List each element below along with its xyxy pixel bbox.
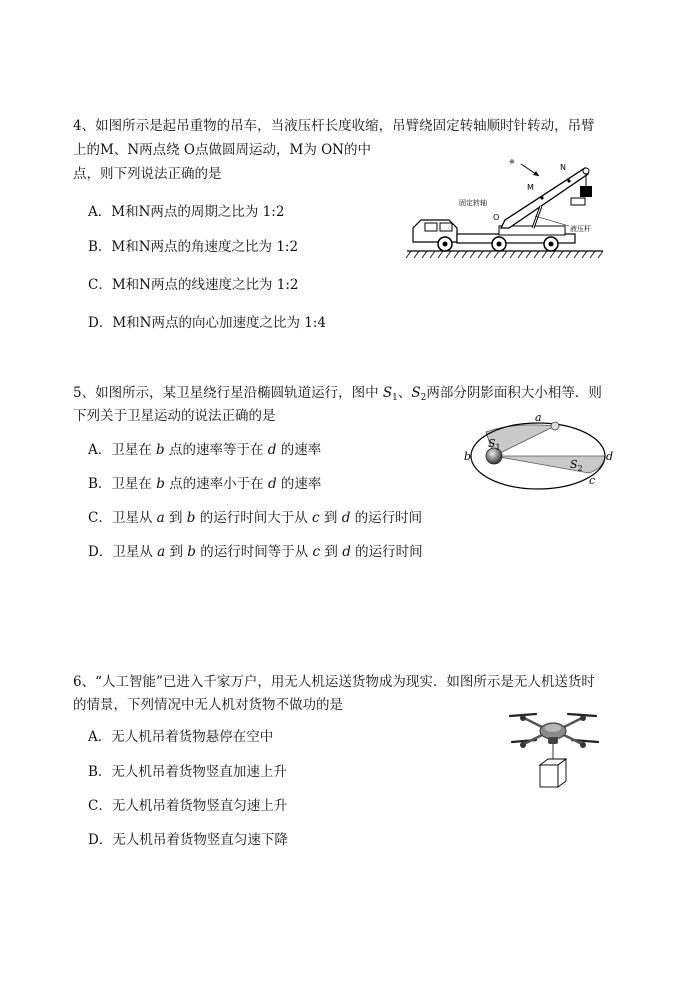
q5-option-a[interactable]: A．卫星在 b 点的速率等于在 d 的速率 bbox=[88, 442, 322, 458]
label-c: c bbox=[589, 474, 596, 487]
q4-stem-line2: 上的M、N两点绕 O点做圆周运动，M为 ON的中 bbox=[73, 142, 371, 158]
q4-option-d[interactable]: D．M和N两点的向心加速度之比为 1:4 bbox=[88, 315, 326, 331]
drone-figure bbox=[506, 704, 602, 792]
label-s1: $S_1$ bbox=[488, 437, 501, 452]
q4-option-c[interactable]: C．M和N两点的线速度之比为 1:2 bbox=[88, 277, 299, 293]
q4-stem-line3: 点，则下列说法正确的是 bbox=[73, 166, 222, 182]
q5-option-b[interactable]: B．卫星在 b 点的速率小于在 d 的速率 bbox=[88, 476, 322, 492]
q5-option-d[interactable]: D．卫星从 a 到 b 的运行时间等于从 c 到 d 的运行时间 bbox=[88, 544, 423, 560]
label-n: N bbox=[560, 163, 566, 172]
label-o: O bbox=[493, 213, 500, 222]
crane-truck-figure bbox=[405, 150, 605, 262]
q6-stem-line2: 的情景，下列情况中无人机对货物不做功的是 bbox=[73, 697, 343, 713]
svg-text:※: ※ bbox=[509, 158, 515, 166]
q5-option-c[interactable]: C．卫星从 a 到 b 的运行时间大于从 c 到 d 的运行时间 bbox=[88, 510, 423, 526]
q6-option-c[interactable]: C．无人机吊着货物竖直匀速上升 bbox=[88, 798, 288, 814]
label-a: a bbox=[535, 411, 542, 424]
q6-option-a[interactable]: A．无人机吊着货物悬停在空中 bbox=[88, 729, 274, 745]
label-fixed-axis: 固定转轴 bbox=[459, 199, 487, 207]
elliptical-orbit-figure bbox=[458, 408, 618, 500]
q4-option-b[interactable]: B．M和N两点的角速度之比为 1:2 bbox=[88, 239, 299, 255]
q5-stem-line1: 5、如图所示，某卫星绕行星沿椭圆轨道运行，图中 $S_1$、$S_2$两部分阴影面积大小相等．则 bbox=[73, 385, 602, 403]
q4-stem-line1: 4、如图所示是起吊重物的吊车，当液压杆长度收缩，吊臂绕固定转轴顺时针转动，吊臂 bbox=[73, 118, 595, 134]
q6-option-b[interactable]: B．无人机吊着货物竖直加速上升 bbox=[88, 764, 287, 780]
q6-option-d[interactable]: D．无人机吊着货物竖直匀速下降 bbox=[88, 832, 288, 848]
label-b: b bbox=[464, 450, 472, 463]
label-s2: $S_2$ bbox=[570, 458, 583, 473]
label-hydraulic: 液压杆 bbox=[570, 225, 591, 233]
q4-option-a[interactable]: A．M和N两点的周期之比为 1:2 bbox=[88, 204, 285, 220]
label-m: M bbox=[527, 183, 534, 192]
label-d: d bbox=[606, 450, 614, 463]
q6-stem-line1: 6、“人工智能”已进入千家万户，用无人机运送货物成为现实．如图所示是无人机送货时 bbox=[73, 674, 595, 690]
q5-stem-line2: 下列关于卫星运动的说法正确的是 bbox=[73, 408, 276, 424]
